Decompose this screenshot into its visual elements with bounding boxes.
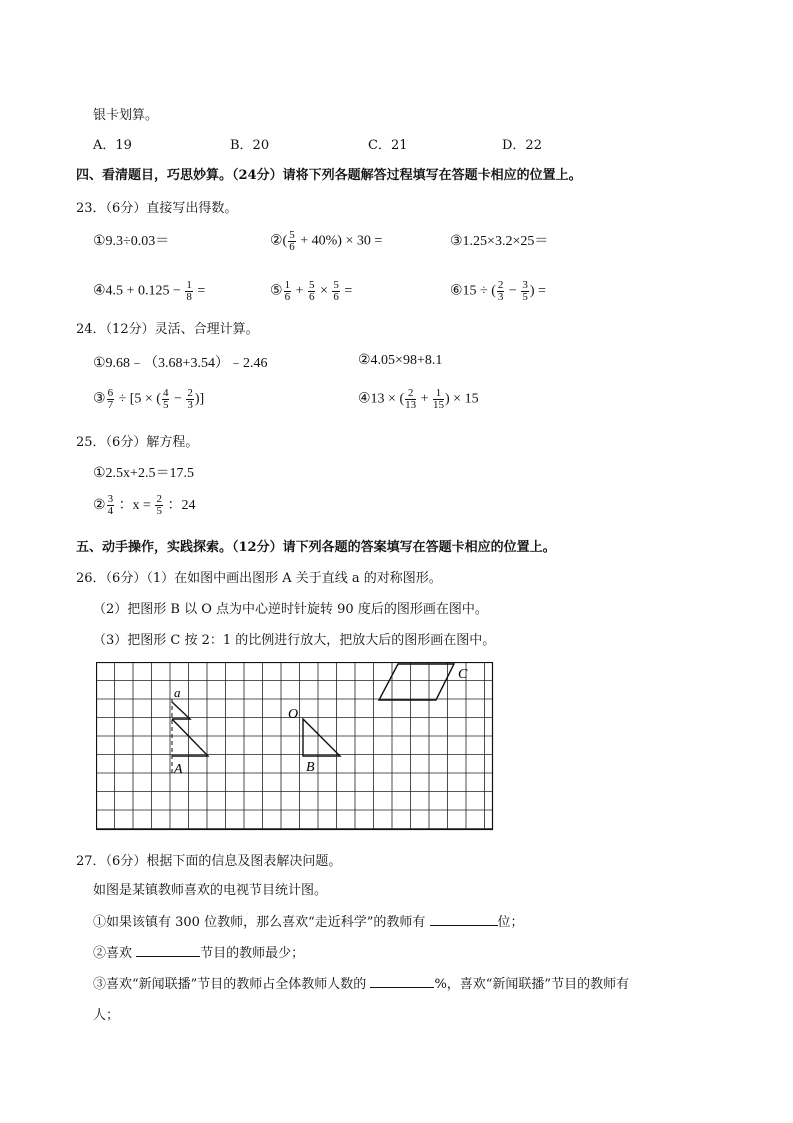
q23-item-2-prefix: ②( [270, 233, 288, 249]
q27-part-2: ②喜欢 节目的教师最少； [93, 946, 305, 961]
q24-item-1: ①9.68﹣（3.68+3.54）﹣2.46 [93, 356, 268, 371]
q23-item-4-prefix: ④4.5 + 0.125 − [93, 283, 181, 299]
fraction: $\frac{2}{3}$ [497, 279, 504, 303]
q26-line-2: （2）把图形 B 以 O 点为中心逆时针旋转 90 度后的图形画在图中。 [93, 602, 488, 617]
label-a: a [174, 685, 181, 700]
q24-item-4: ④13 × ( $\frac{2}{13}$ + $\frac{1}{15}$ ) × 15 [358, 387, 479, 411]
answer-blank[interactable] [430, 913, 498, 926]
q22-option-b: B．20 [230, 138, 270, 153]
shape-a-top [172, 702, 190, 719]
q23-item-2-rest: + 40%) × 30 = [300, 233, 383, 249]
q23-item-3: ③1.25×3.2×25＝ [450, 234, 549, 249]
shape-a-triangle [172, 719, 208, 756]
q25-title: 25．（6分）解方程。 [76, 435, 199, 450]
shape-c [379, 664, 454, 700]
grid-border [97, 663, 493, 830]
q23-item-1: ①9.3÷0.03＝ [93, 234, 170, 249]
grid-figure [96, 662, 496, 832]
q27-part-3-tail: 人； [93, 1008, 120, 1023]
q23-item-6: ⑥15 ÷ ( $\frac{2}{3}$ − $\frac{3}{5}$ ) = [450, 279, 546, 303]
q27-part-3: ③喜欢“新闻联播”节目的教师占全体教师人数的 %，喜欢“新闻联播”节目的教师有 [93, 977, 630, 992]
fraction: $\frac{5}{6}$ [333, 279, 339, 303]
q27-title: 27．（6分）根据下面的信息及图表解决问题。 [76, 854, 342, 869]
q26-line-3: （3）把图形 C 按 2：1 的比例进行放大，把放大后的图形画在图中。 [93, 633, 496, 648]
fraction: $\frac{6}{7}$ [107, 387, 114, 411]
q25-item-1: ①2.5x+2.5＝17.5 [93, 466, 194, 481]
answer-blank[interactable] [370, 975, 434, 988]
fraction: $\frac{1}{15}$ [433, 387, 445, 411]
q27-part-1: ①如果该镇有 300 位教师，那么喜欢“走近科学”的教师有 位； [93, 915, 524, 930]
label-A: A [174, 762, 183, 777]
fraction: $\frac{5}{6}$ [308, 279, 315, 303]
fraction: $\frac{4}{5}$ [162, 387, 169, 411]
q24-item-2: ②4.05×98+8.1 [358, 353, 443, 368]
fraction: $\frac{3}{5}$ [522, 279, 528, 303]
answer-blank[interactable] [136, 944, 200, 957]
label-B: B [306, 760, 315, 775]
q25-item-2: ② $\frac{3}{4}$ ：x = $\frac{2}{5}$ ：24 [93, 493, 196, 518]
q22-option-d: D．22 [502, 138, 542, 153]
fraction: $\frac{2}{3}$ [187, 387, 193, 411]
q23-title: 23．（6分）直接写出得数。 [76, 201, 238, 216]
q27-intro: 如图是某镇教师喜欢的电视节目统计图。 [93, 883, 328, 898]
label-C: C [458, 667, 468, 682]
q22-option-a: A．19 [93, 138, 132, 153]
fraction: $\frac{2}{13}$ [405, 387, 417, 411]
section-5-heading: 五、动手操作，实践探索。（12分）请下列各题的答案填写在答题卡相应的位置上。 [76, 540, 556, 555]
q24-title: 24．（12分）灵活、合理计算。 [76, 322, 259, 337]
q23-item-5: ⑤ $\frac{1}{6}$ + $\frac{5}{6}$ × $\frac{5}{6}$ = [270, 279, 353, 303]
fraction: $\frac{5}{6}$ [289, 229, 295, 253]
q23-item-2 [270, 230, 382, 253]
label-O: O [288, 707, 299, 722]
q24-item-3: ③ $\frac{6}{7}$ ÷ [5 × ( $\frac{4}{5}$ − $\frac{2}{3}$ )] [93, 387, 205, 411]
fraction: $\frac{2}{5}$ [156, 493, 162, 518]
grid-lines [97, 663, 493, 830]
fraction: $\frac{1}{6}$ [284, 279, 291, 303]
q23-item-4-rest: = [197, 283, 206, 299]
shape-b [303, 719, 340, 756]
q23-item-4 [93, 280, 205, 303]
section-4-heading: 四、看清题目，巧思妙算。（24分）请将下列各题解答过程填写在答题卡相应的位置上。 [76, 168, 582, 183]
q22-option-c: C．21 [368, 138, 408, 153]
q26-line-1: 26．（6分）（1）在如图中画出图形 A 关于直线 a 的对称图形。 [76, 571, 442, 586]
intro-tail: 银卡划算。 [93, 108, 159, 123]
fraction: $\frac{1}{8}$ [186, 279, 192, 303]
fraction: $\frac{3}{4}$ [107, 493, 114, 518]
